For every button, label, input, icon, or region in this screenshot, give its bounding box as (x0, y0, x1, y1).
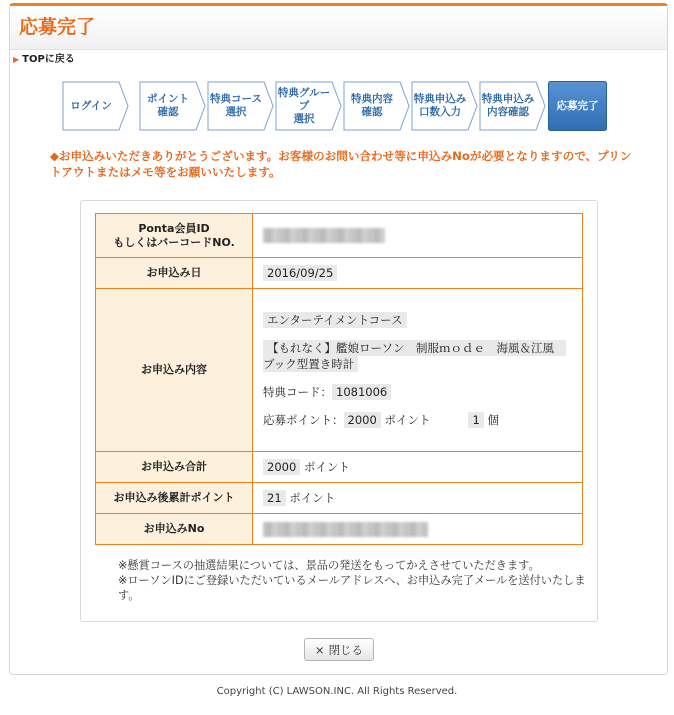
total-label: お申込み合計 (96, 452, 253, 483)
step-quantity-input: 特典申込み 口数入力 (411, 81, 478, 131)
table-row (96, 289, 583, 452)
page-title: 応募完了 (19, 16, 96, 38)
course-name: エンターテイメントコース (263, 312, 407, 328)
total-value: 2000 ポイント (253, 452, 583, 483)
step-group-select: 特典グループ 選択 (275, 81, 342, 131)
apply-date-label: お申込み日 (96, 258, 253, 289)
apply-points: 2000 (344, 412, 381, 428)
member-id-value (253, 214, 583, 258)
copyright: Copyright (C) LAWSON.INC. All Rights Reserved. (216, 686, 458, 697)
redacted-apply-no (263, 522, 428, 537)
close-icon: × (314, 642, 325, 657)
close-button[interactable] (304, 638, 374, 661)
step-login: ログイン (62, 81, 129, 131)
apply-no-label: お申込みNo (96, 514, 253, 545)
arrow-right-icon: ▶ (13, 55, 20, 64)
redacted-member-id (263, 228, 385, 243)
top-link-label: TOPに戻る (22, 54, 75, 65)
note-lottery: ※懸賞コースの抽選結果については、景品の発送をもってかえさせていただきます。 (118, 559, 540, 572)
contents-label: お申込み内容 (96, 289, 253, 452)
item-code: 1081006 (332, 384, 391, 400)
close-button-label: 閉じる (328, 642, 364, 657)
contents-value: エンターテイメントコース 【もれなく】艦娘ローソン 制服ｍｏｄｅ 海風＆江風 ブック型置き時計 特典コード： 1081006 応募ポイント： 2000 ポイント 1 個 (253, 289, 583, 452)
note-email: ※ローソンIDにご登録いただいているメールアドレスへ、お申込み完了メールを送付いたします。 (118, 574, 586, 602)
item-name: 【もれなく】艦娘ローソン 制服ｍｏｄｅ 海風＆江風 ブック型置き時計 (263, 341, 566, 371)
cumulative-label: お申込み後累計ポイント (96, 483, 253, 514)
page-header (10, 6, 667, 50)
step-apply-confirm: 特典申込み 内容確認 (479, 81, 546, 131)
apply-date-value: 2016/09/25 (253, 258, 583, 289)
step-course-select: 特典コース 選択 (207, 81, 274, 131)
step-complete: 応募完了 (548, 81, 607, 131)
notes (118, 558, 588, 603)
top-link[interactable] (13, 50, 75, 65)
table-row (96, 258, 583, 289)
apply-quantity: 1 (468, 412, 483, 428)
notice-message: ◆お申込みいただきありがとうございます。お客様のお問い合わせ等に申込みNoが必要となりますので、プリントアウトまたはメモ等をお願いいたします。 (50, 149, 632, 179)
application-table (95, 213, 583, 545)
step-content-confirm: 特典内容 確認 (343, 81, 410, 131)
table-row (96, 483, 583, 514)
table-row (96, 514, 583, 545)
table-row (96, 452, 583, 483)
cumulative-value: 21 ポイント (253, 483, 583, 514)
apply-no-value (253, 514, 583, 545)
step-point-confirm: ポイント 確認 (139, 81, 206, 131)
member-id-label: Ponta会員ID もしくはバーコードNO. (96, 214, 253, 258)
table-row (96, 214, 583, 258)
